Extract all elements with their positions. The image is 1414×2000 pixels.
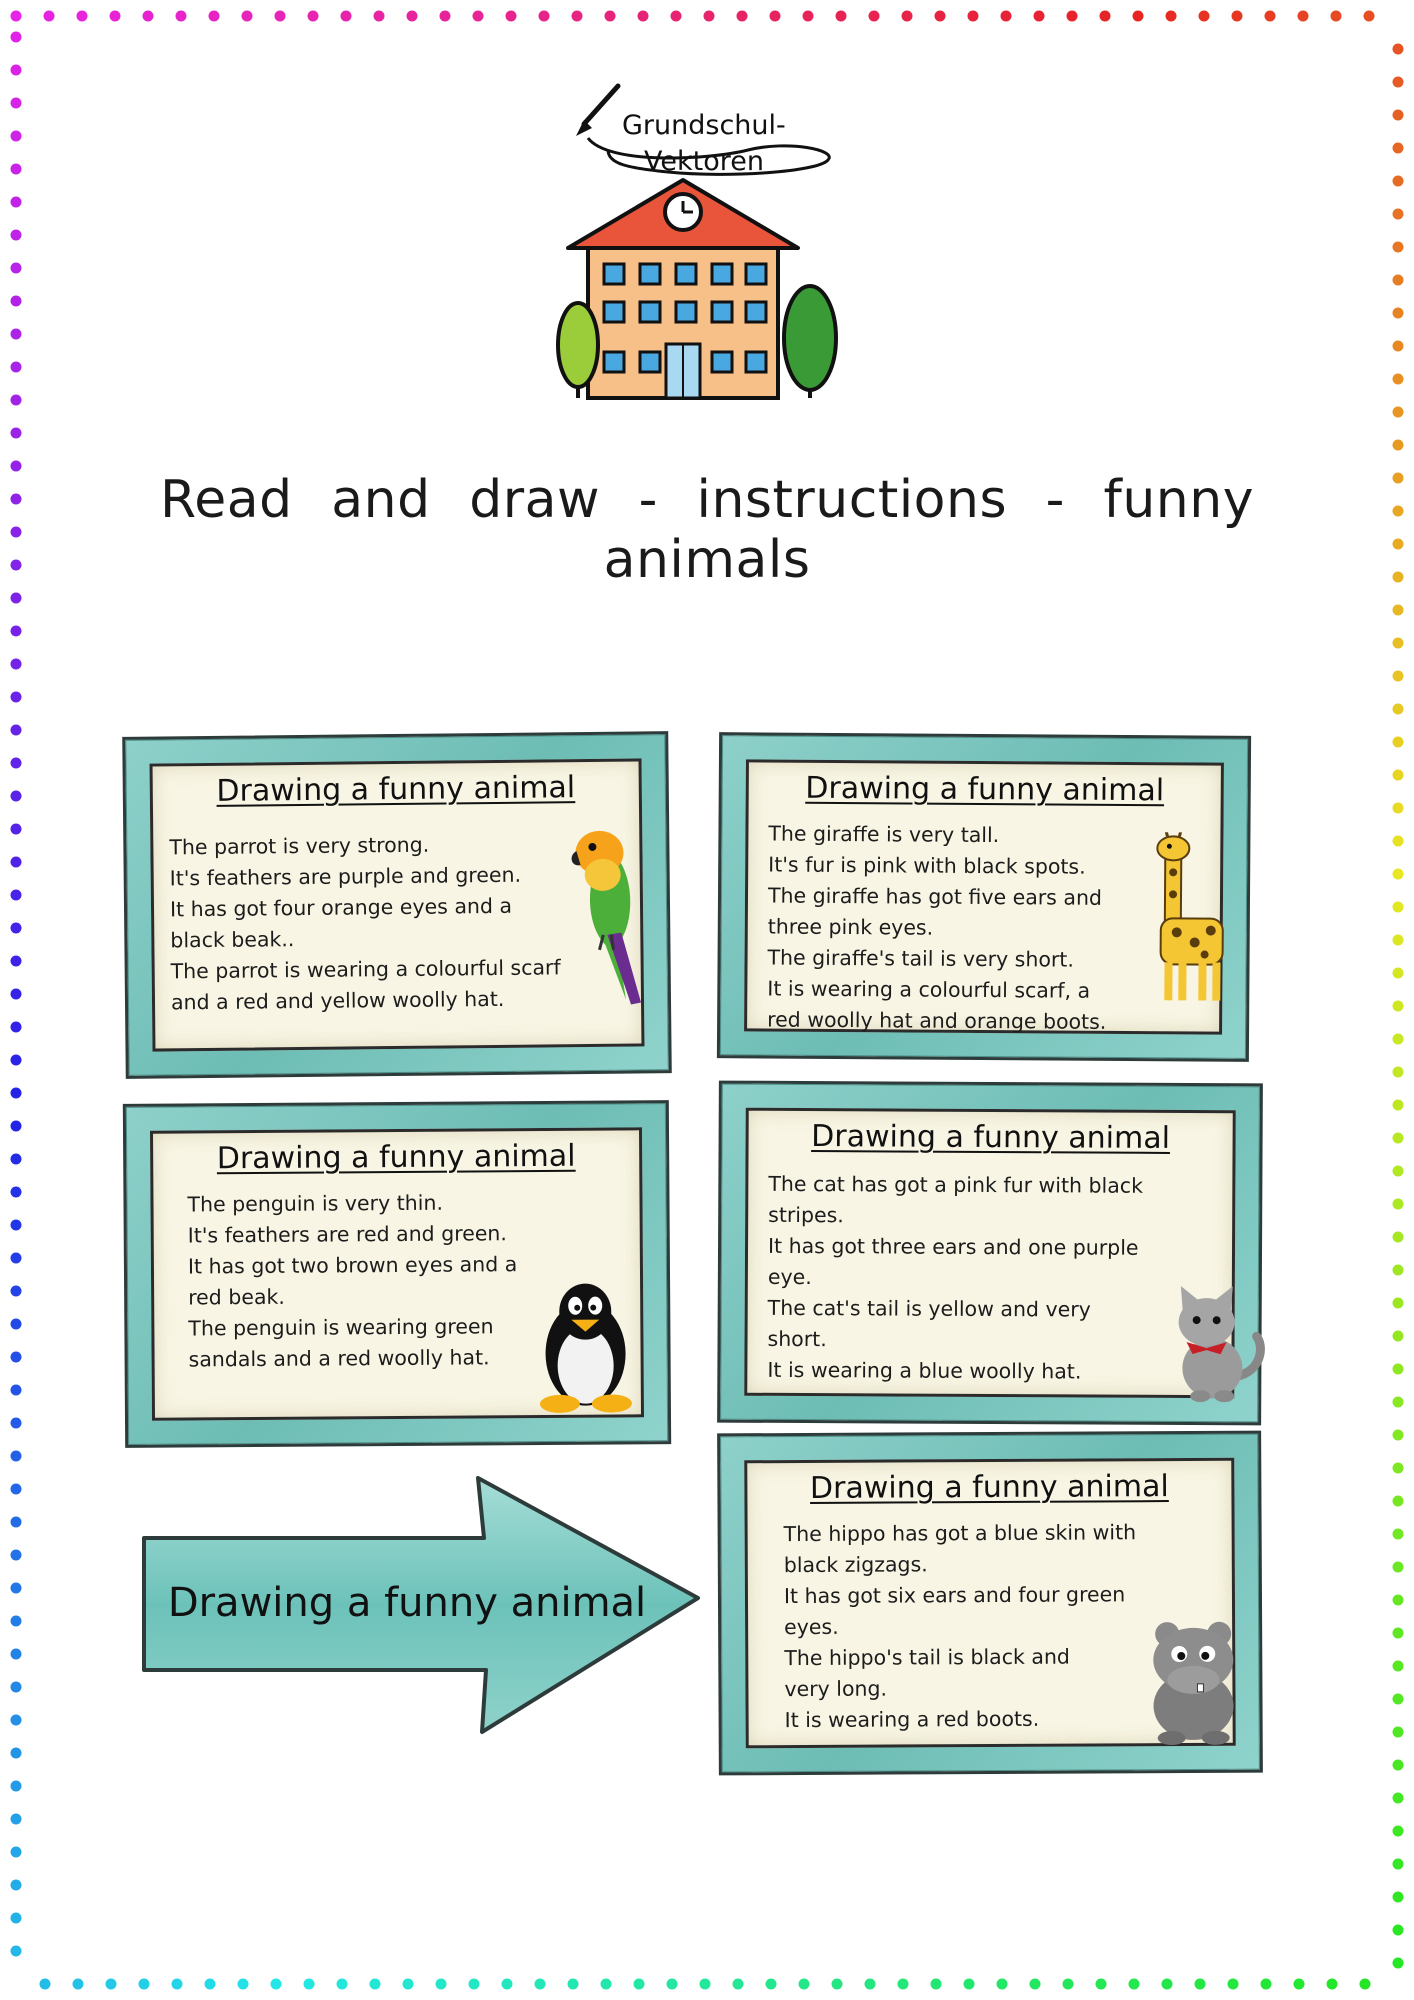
border-dot [1393, 341, 1404, 352]
instruction-card-cat [717, 1081, 1263, 1426]
border-dot [1393, 1859, 1404, 1870]
card-line: It is wearing a blue woolly hat. [767, 1357, 1082, 1384]
border-dot [671, 11, 682, 22]
border-dot [1393, 1034, 1404, 1045]
card-line: The cat's tail is yellow and very [767, 1295, 1091, 1322]
border-dot [440, 11, 451, 22]
border-dot [1034, 11, 1045, 22]
border-dot [1199, 11, 1210, 22]
card-line: It's feathers are red and green. [187, 1221, 507, 1248]
instruction-card-penguin [123, 1100, 671, 1448]
border-dot [11, 1550, 22, 1561]
border-dot [1393, 737, 1404, 748]
border-dot [370, 1979, 381, 1990]
border-dot [1393, 968, 1404, 979]
border-dot [1393, 1331, 1404, 1342]
border-dot [1393, 1628, 1404, 1639]
card-line: eyes. [784, 1614, 839, 1640]
border-dot [1265, 11, 1276, 22]
border-dot [11, 1088, 22, 1099]
border-dot [11, 593, 22, 604]
border-dot [733, 1979, 744, 1990]
border-dot [502, 1979, 513, 1990]
border-dot [11, 1022, 22, 1033]
border-dot [700, 1979, 711, 1990]
border-dot [11, 725, 22, 736]
fountain-pen-icon [576, 86, 618, 136]
border-dot [11, 65, 22, 76]
border-dot [44, 11, 55, 22]
border-dot [1393, 1430, 1404, 1441]
border-dot [407, 11, 418, 22]
border-dot [11, 1517, 22, 1528]
border-dot [205, 1979, 216, 1990]
border-dot [1393, 110, 1404, 121]
logo-text-line2: Vektoren [644, 146, 764, 177]
border-dot [11, 791, 22, 802]
border-dot [143, 11, 154, 22]
card-line: and a red and yellow woolly hat. [170, 986, 505, 1015]
border-dot [11, 395, 22, 406]
border-dot [11, 1220, 22, 1231]
border-dot [968, 11, 979, 22]
border-dot [869, 11, 880, 22]
card-line: stripes. [768, 1202, 844, 1228]
border-dot [1067, 11, 1078, 22]
card-title: Drawing a funny animal [809, 1469, 1169, 1506]
border-dot [1393, 605, 1404, 616]
border-dot [1393, 440, 1404, 451]
border-dot [1393, 1892, 1404, 1903]
card-line: The parrot is very strong. [169, 832, 430, 860]
border-dot [1166, 11, 1177, 22]
border-dot [1133, 11, 1144, 22]
border-dot [11, 1649, 22, 1660]
border-dot [506, 11, 517, 22]
border-dot [11, 1682, 22, 1693]
card-line: short. [767, 1326, 827, 1352]
border-dot [935, 11, 946, 22]
border-dot [1393, 242, 1404, 253]
border-dot [11, 1847, 22, 1858]
border-dot [1393, 1694, 1404, 1705]
border-dot [1393, 1100, 1404, 1111]
card-line: red woolly hat and orange boots. [767, 1007, 1107, 1034]
border-dot [11, 263, 22, 274]
card-line: It has got six ears and four green [783, 1582, 1126, 1609]
card-line: The giraffe has got five ears and [767, 883, 1103, 910]
card-line: It is wearing a red boots. [784, 1706, 1040, 1733]
card-text [767, 1169, 1208, 1388]
border-dot [1393, 506, 1404, 517]
border-dot [11, 428, 22, 439]
border-dot [667, 1979, 678, 1990]
border-dot [11, 692, 22, 703]
border-dot [11, 527, 22, 538]
border-dot [337, 1979, 348, 1990]
border-dot [1393, 1562, 1404, 1573]
card-title: Drawing a funny animal [805, 770, 1165, 809]
border-dot [1393, 1595, 1404, 1606]
border-dot [799, 1979, 810, 1990]
border-dot [209, 11, 220, 22]
card-line: The hippo has got a blue skin with [783, 1520, 1137, 1547]
border-dot [1393, 1925, 1404, 1936]
border-dot [1393, 638, 1404, 649]
border-dot [11, 1154, 22, 1165]
border-dot [1393, 1727, 1404, 1738]
border-dot [1096, 1979, 1107, 1990]
border-dot [11, 1385, 22, 1396]
border-dot [1393, 1001, 1404, 1012]
border-dot [110, 11, 121, 22]
border-dot [601, 1979, 612, 1990]
border-dot [1393, 275, 1404, 286]
border-dot [1393, 1232, 1404, 1243]
card-line: sandals and a red woolly hat. [188, 1345, 490, 1372]
border-dot [11, 131, 22, 142]
border-dot [11, 164, 22, 175]
border-dot [469, 1979, 480, 1990]
card-text [767, 818, 1159, 1038]
border-dot [1393, 77, 1404, 88]
border-dot [1393, 1793, 1404, 1804]
card-title: Drawing a funny animal [216, 1138, 576, 1177]
border-dot [1294, 1979, 1305, 1990]
border-dot [1393, 1364, 1404, 1375]
card-line: The penguin is very thin. [187, 1190, 444, 1217]
border-dot [964, 1979, 975, 1990]
card-line: black zigzags. [783, 1552, 928, 1578]
card-line: It's fur is pink with black spots. [768, 852, 1086, 879]
border-dot [1129, 1979, 1140, 1990]
border-dot [737, 11, 748, 22]
border-dot [898, 1979, 909, 1990]
border-dot [11, 824, 22, 835]
border-dot [11, 1715, 22, 1726]
border-dot [1001, 11, 1012, 22]
border-dot [11, 494, 22, 505]
card-line: The cat has got a pink fur with black [768, 1171, 1144, 1198]
border-dot [865, 1979, 876, 1990]
border-dot [11, 989, 22, 1000]
card-line: It's feathers are purple and green. [169, 862, 522, 891]
border-dot [1393, 1133, 1404, 1144]
border-dot [1327, 1979, 1338, 1990]
border-dot [1393, 902, 1404, 913]
card-paper [744, 1108, 1236, 1399]
hippo-icon [1143, 1616, 1244, 1747]
border-dot [11, 1946, 22, 1957]
border-dot [11, 197, 22, 208]
border-dot [902, 11, 913, 22]
border-dot [766, 1979, 777, 1990]
border-dot [139, 1979, 150, 1990]
page-title: Read and draw - instructions - funny animals [160, 470, 1254, 590]
border-dot [11, 329, 22, 340]
border-dot [1393, 143, 1404, 154]
border-dot [1393, 1529, 1404, 1540]
border-dot [997, 1979, 1008, 1990]
card-text [784, 1517, 1195, 1736]
border-dot [1393, 1661, 1404, 1672]
instruction-card-parrot [122, 731, 672, 1079]
border-dot [634, 1979, 645, 1990]
border-dot [1393, 539, 1404, 550]
border-dot [11, 1187, 22, 1198]
border-dot [11, 1583, 22, 1594]
border-dot [1393, 803, 1404, 814]
border-dot [1393, 1958, 1404, 1969]
border-dot [1393, 374, 1404, 385]
border-dot [1298, 11, 1309, 22]
instruction-card-hippo [717, 1431, 1263, 1776]
border-dot [1393, 473, 1404, 484]
border-dot [436, 1979, 447, 1990]
border-dot [1393, 869, 1404, 880]
border-dot [11, 1451, 22, 1462]
border-dot [11, 923, 22, 934]
border-dot [403, 1979, 414, 1990]
border-dot [1393, 1397, 1404, 1408]
border-dot [1360, 1979, 1371, 1990]
border-dot [11, 1913, 22, 1924]
border-dot [473, 11, 484, 22]
card-line: The parrot is wearing a colourful scarf [170, 955, 561, 984]
border-dot [341, 11, 352, 22]
border-dot [242, 11, 253, 22]
border-dot [238, 1979, 249, 1990]
border-dot [11, 461, 22, 472]
card-line: very long. [784, 1676, 888, 1702]
card-line: The penguin is wearing green [188, 1314, 494, 1341]
instruction-card-giraffe [717, 732, 1251, 1062]
border-dot [704, 11, 715, 22]
border-dot [1393, 1826, 1404, 1837]
card-line: The hippo's tail is black and [784, 1644, 1070, 1671]
border-dot [374, 11, 385, 22]
cat-icon [1166, 1286, 1267, 1403]
border-dot [638, 11, 649, 22]
arrow-label: Drawing a funny animal [167, 1580, 647, 1626]
border-dot [1364, 11, 1375, 22]
card-line: It has got three ears and one purple [767, 1233, 1139, 1260]
school-logo [548, 80, 878, 410]
border-dot [11, 1484, 22, 1495]
border-dot [40, 1979, 51, 1990]
border-dot [1030, 1979, 1041, 1990]
border-dot [11, 758, 22, 769]
border-dot [11, 98, 22, 109]
border-dot [11, 32, 22, 43]
border-dot [1393, 1166, 1404, 1177]
border-dot [1195, 1979, 1206, 1990]
border-dot [1100, 11, 1111, 22]
border-dot [11, 1616, 22, 1627]
card-line: It has got two brown eyes and a [187, 1252, 518, 1279]
border-dot [176, 11, 187, 22]
border-dot [11, 1319, 22, 1330]
border-dot [11, 1781, 22, 1792]
border-dot [275, 11, 286, 22]
border-dot [304, 1979, 315, 1990]
border-dot [172, 1979, 183, 1990]
border-dot [1063, 1979, 1074, 1990]
border-dot [11, 1253, 22, 1264]
card-line: The giraffe is very tall. [768, 821, 1000, 848]
border-dot [1162, 1979, 1173, 1990]
border-dot [11, 11, 22, 22]
border-dot [11, 1880, 22, 1891]
border-dot [11, 1814, 22, 1825]
border-dot [1232, 11, 1243, 22]
border-dot [11, 1418, 22, 1429]
border-dot [539, 11, 550, 22]
card-title: Drawing a funny animal [811, 1119, 1171, 1156]
border-dot [11, 956, 22, 967]
card-line: black beak.. [170, 927, 295, 953]
border-dot [836, 11, 847, 22]
border-dot [1393, 836, 1404, 847]
card-title: Drawing a funny animal [216, 770, 576, 809]
border-dot [803, 11, 814, 22]
border-dot [11, 296, 22, 307]
border-dot [73, 1979, 84, 1990]
border-dot [11, 659, 22, 670]
border-dot [11, 560, 22, 571]
border-dot [605, 11, 616, 22]
border-dot [1393, 572, 1404, 583]
border-dot [1261, 1979, 1272, 1990]
border-dot [11, 890, 22, 901]
border-dot [535, 1979, 546, 1990]
border-dot [1393, 1199, 1404, 1210]
border-dot [11, 1748, 22, 1759]
border-dot [1331, 11, 1342, 22]
border-dot [11, 1286, 22, 1297]
border-dot [11, 230, 22, 241]
border-dot [572, 11, 583, 22]
border-dot [1393, 1067, 1404, 1078]
card-line: The giraffe's tail is very short. [767, 945, 1074, 972]
border-dot [1393, 935, 1404, 946]
border-dot [568, 1979, 579, 1990]
border-dot [832, 1979, 843, 1990]
card-line: eye. [767, 1264, 812, 1290]
parrot-icon [554, 814, 656, 1005]
giraffe-icon [1146, 832, 1237, 1013]
border-dot [1393, 1265, 1404, 1276]
penguin-icon [525, 1275, 646, 1416]
border-dot [1393, 704, 1404, 715]
border-dot [1228, 1979, 1239, 1990]
card-line: It has got four orange eyes and a [169, 893, 513, 922]
border-dot [11, 626, 22, 637]
border-dot [1393, 1298, 1404, 1309]
border-dot [1393, 407, 1404, 418]
border-dot [1393, 1463, 1404, 1474]
border-dot [271, 1979, 282, 1990]
border-dot [1393, 1496, 1404, 1507]
border-dot [77, 11, 88, 22]
border-dot [11, 1352, 22, 1363]
logo-text-line1: Grundschul- [622, 110, 786, 141]
border-dot [1393, 770, 1404, 781]
border-dot [1393, 671, 1404, 682]
card-line: It is wearing a colourful scarf, a [767, 976, 1091, 1003]
border-dot [1393, 176, 1404, 187]
border-dot [1393, 44, 1404, 55]
border-dot [11, 362, 22, 373]
border-dot [931, 1979, 942, 1990]
border-dot [308, 11, 319, 22]
card-line: red beak. [188, 1284, 285, 1310]
border-dot [11, 857, 22, 868]
border-dot [770, 11, 781, 22]
border-dot [11, 1121, 22, 1132]
card-line: three pink eyes. [767, 914, 934, 940]
border-dot [11, 1055, 22, 1066]
border-dot [1393, 209, 1404, 220]
border-dot [1393, 1760, 1404, 1771]
border-dot [106, 1979, 117, 1990]
border-dot [1393, 308, 1404, 319]
